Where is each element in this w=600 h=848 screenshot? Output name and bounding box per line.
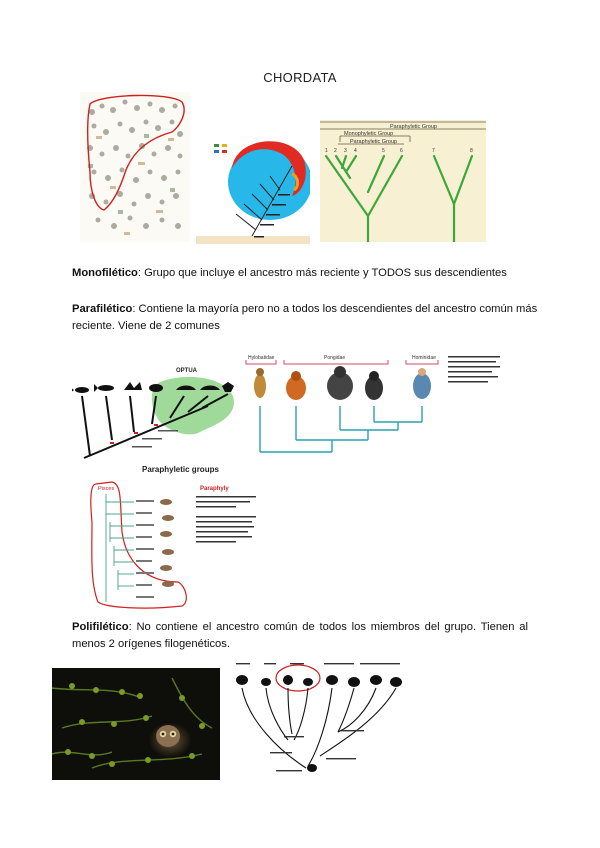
primate-group-1: Hylobatidae — [248, 355, 275, 361]
paraphyletic-text: : Contiene la mayoría pero no a todos los descendientes del ancestro común más reciente. Viene de 2 comunes — [72, 303, 538, 332]
polyphyletic-tree-image — [228, 660, 408, 782]
tree-of-life-image — [80, 92, 190, 242]
paraphyly-subtitle: Paraphyly — [200, 486, 229, 492]
paraphyletic-groups-image — [86, 462, 262, 612]
polyphyletic-text: : No contiene el ancestro común de todos los miembros del grupo. Tienen al menos 2 orígenes filogenéticos. — [72, 621, 528, 650]
taxon-3: 3 — [344, 148, 347, 154]
primate-group-3: Hominidae — [412, 355, 436, 361]
paraphyletic-definition — [72, 301, 542, 335]
paraphyletic-caption: Paraphyletic groups — [142, 465, 219, 474]
fish-tree-label: OPTUA — [176, 368, 197, 374]
polyphyletic-term: Polifilético — [72, 621, 129, 633]
monophyletic-text: : Grupo que incluye el ancestro más reciente y TODOS sus descendientes — [137, 267, 507, 279]
primates-image — [244, 352, 508, 458]
taxon-2: 2 — [334, 148, 337, 154]
taxon-7: 7 — [432, 148, 435, 154]
night-primate-photo — [52, 668, 220, 780]
group-label-top: Paraphyletic Group — [390, 124, 438, 130]
monophyletic-paraphyletic-cladogram — [320, 120, 486, 242]
clade-spiral-image — [196, 124, 310, 244]
svg-text:Pisces: Pisces — [98, 486, 115, 492]
taxon-4: 4 — [354, 148, 357, 154]
taxon-6: 6 — [400, 148, 403, 154]
taxon-1: 1 — [325, 148, 328, 154]
taxon-8: 8 — [470, 148, 473, 154]
tree-of-life-illustration — [80, 92, 190, 242]
monophyletic-definition — [72, 265, 542, 282]
group-label-para: Paraphyletic Group — [350, 139, 398, 145]
taxon-5: 5 — [382, 148, 385, 154]
group-label-mono: Monophyletic Group — [344, 131, 394, 137]
fish-tree-image — [72, 360, 238, 462]
monophyletic-term: Monofilético — [72, 267, 138, 279]
polyphyletic-definition — [72, 619, 528, 653]
primate-group-2: Pongidae — [324, 355, 346, 361]
page-title: CHORDATA — [263, 70, 337, 85]
clade-spiral-illustration — [196, 124, 310, 244]
paraphyletic-term: Parafilético — [72, 303, 133, 315]
